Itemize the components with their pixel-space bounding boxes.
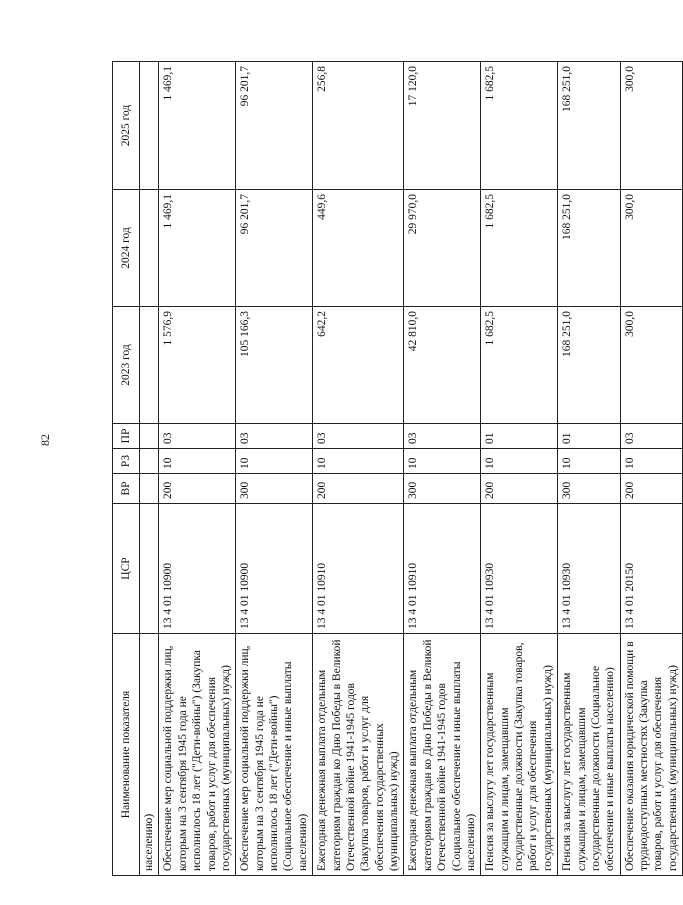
header-name: Наименование показателя xyxy=(113,634,140,876)
row-pr: 03 xyxy=(620,424,683,449)
row-name: Пенсия за выслугу лет государственным служащим и лицам, замещавшим государственные должности (Закупка товаров, работ и услуг для обеспечения государственных (муниципальных) нужд) xyxy=(481,634,558,876)
row-csr: 13 4 01 10900 xyxy=(236,504,313,634)
row-rz: 10 xyxy=(404,449,481,474)
row-2023: 300,0 xyxy=(620,307,683,424)
row-name: Ежегодная денежная выплата отдельным категориям граждан ко Дню Победы в Великой Отечественной войне 1941-1945 годов (Социальное обеспечение и иные выплаты населению) xyxy=(404,634,481,876)
row-csr: 13 4 01 20150 xyxy=(620,504,683,634)
row-pr: 01 xyxy=(481,424,558,449)
row-name: Обеспечение оказания юридической помощи в труднодоступных местностях (Закупка товаров, работ и услуг для обеспечения государственных (муниципальных) нужд) xyxy=(620,634,683,876)
header-2023: 2023 год xyxy=(113,307,140,424)
table-row xyxy=(481,62,558,876)
row-pr: 03 xyxy=(236,424,313,449)
row-2025: 168 251,0 xyxy=(558,62,621,190)
row-rz: 10 xyxy=(620,449,683,474)
row-rz: 10 xyxy=(481,449,558,474)
row-rz: 10 xyxy=(558,449,621,474)
row-vr: 200 xyxy=(481,474,558,504)
row-vr: 300 xyxy=(404,474,481,504)
row-2023: 1 576,9 xyxy=(159,307,236,424)
row-vr: 200 xyxy=(159,474,236,504)
row-2024: 449,6 xyxy=(313,190,404,307)
row-pr: 03 xyxy=(404,424,481,449)
row-vr: 200 xyxy=(313,474,404,504)
row-2025: 17 120,0 xyxy=(404,62,481,190)
row-pr: 01 xyxy=(558,424,621,449)
header-csr: ЦСР xyxy=(113,504,140,634)
header-pr: ПР xyxy=(113,424,140,449)
table-row xyxy=(236,62,313,876)
table-row xyxy=(404,62,481,876)
row-pr: 03 xyxy=(313,424,404,449)
row-name: Обеспечение мер социальной поддержки лиц, которым на 3 сентября 1945 года не исполнилось 18 лет ("Дети-войны") (Закупка товаров, работ и услуг для обеспечения государственных (муниципальных) нужд) xyxy=(159,634,236,876)
row-2025: 1 469,1 xyxy=(159,62,236,190)
row-2023: 168 251,0 xyxy=(558,307,621,424)
row-2024: 96 201,7 xyxy=(236,190,313,307)
row-2024: 29 970,0 xyxy=(404,190,481,307)
row-name: Ежегодная денежная выплата отдельным категориям граждан ко Дню Победы в Великой Отечественной войне 1941-1945 годов (Закупка товаров, работ и услуг для обеспечения государственных (муниципальных) нужд) xyxy=(313,634,404,876)
row-csr: 13 4 01 10930 xyxy=(558,504,621,634)
page-number: 82 xyxy=(38,434,52,446)
row-2023: 1 682,5 xyxy=(481,307,558,424)
row-vr: 200 xyxy=(620,474,683,504)
row-2023: 105 166,3 xyxy=(236,307,313,424)
row-vr: 300 xyxy=(558,474,621,504)
table-row xyxy=(313,62,404,876)
row-csr: 13 4 01 10930 xyxy=(481,504,558,634)
row-pr: 03 xyxy=(159,424,236,449)
header-2025: 2025 год xyxy=(113,62,140,190)
header-2024: 2024 год xyxy=(113,190,140,307)
row-2025: 1 682,5 xyxy=(481,62,558,190)
row-rz: 10 xyxy=(236,449,313,474)
row-2025: 96 201,7 xyxy=(236,62,313,190)
row-name: Пенсия за выслугу лет государственным служащим и лицам, замещавшим государственные должности (Социальное обеспечение и иные выплаты населению) xyxy=(558,634,621,876)
row-name: Обеспечение мер социальной поддержки лиц, которым на 3 сентября 1945 года не исполнилось 18 лет ("Дети-войны") (Социальное обеспечение и иные выплаты населению) xyxy=(236,634,313,876)
header-vr: ВР xyxy=(113,474,140,504)
row-rz: 10 xyxy=(159,449,236,474)
row-2025: 256,8 xyxy=(313,62,404,190)
continuation-text: населению) xyxy=(140,634,159,876)
row-2024: 1 682,5 xyxy=(481,190,558,307)
row-2024: 300,0 xyxy=(620,190,683,307)
row-rz: 10 xyxy=(313,449,404,474)
header-rz: РЗ xyxy=(113,449,140,474)
budget-table xyxy=(112,61,683,876)
rotated-table-container xyxy=(112,62,679,876)
row-csr: 13 4 01 10910 xyxy=(404,504,481,634)
row-2024: 168 251,0 xyxy=(558,190,621,307)
continuation-row xyxy=(140,62,159,876)
row-csr: 13 4 01 10900 xyxy=(159,504,236,634)
table-row xyxy=(620,62,683,876)
row-vr: 300 xyxy=(236,474,313,504)
row-2023: 642,2 xyxy=(313,307,404,424)
table-row xyxy=(159,62,236,876)
table-row xyxy=(558,62,621,876)
row-2024: 1 469,1 xyxy=(159,190,236,307)
row-2025: 300,0 xyxy=(620,62,683,190)
header-row xyxy=(113,62,140,876)
row-2023: 42 810,0 xyxy=(404,307,481,424)
row-csr: 13 4 01 10910 xyxy=(313,504,404,634)
